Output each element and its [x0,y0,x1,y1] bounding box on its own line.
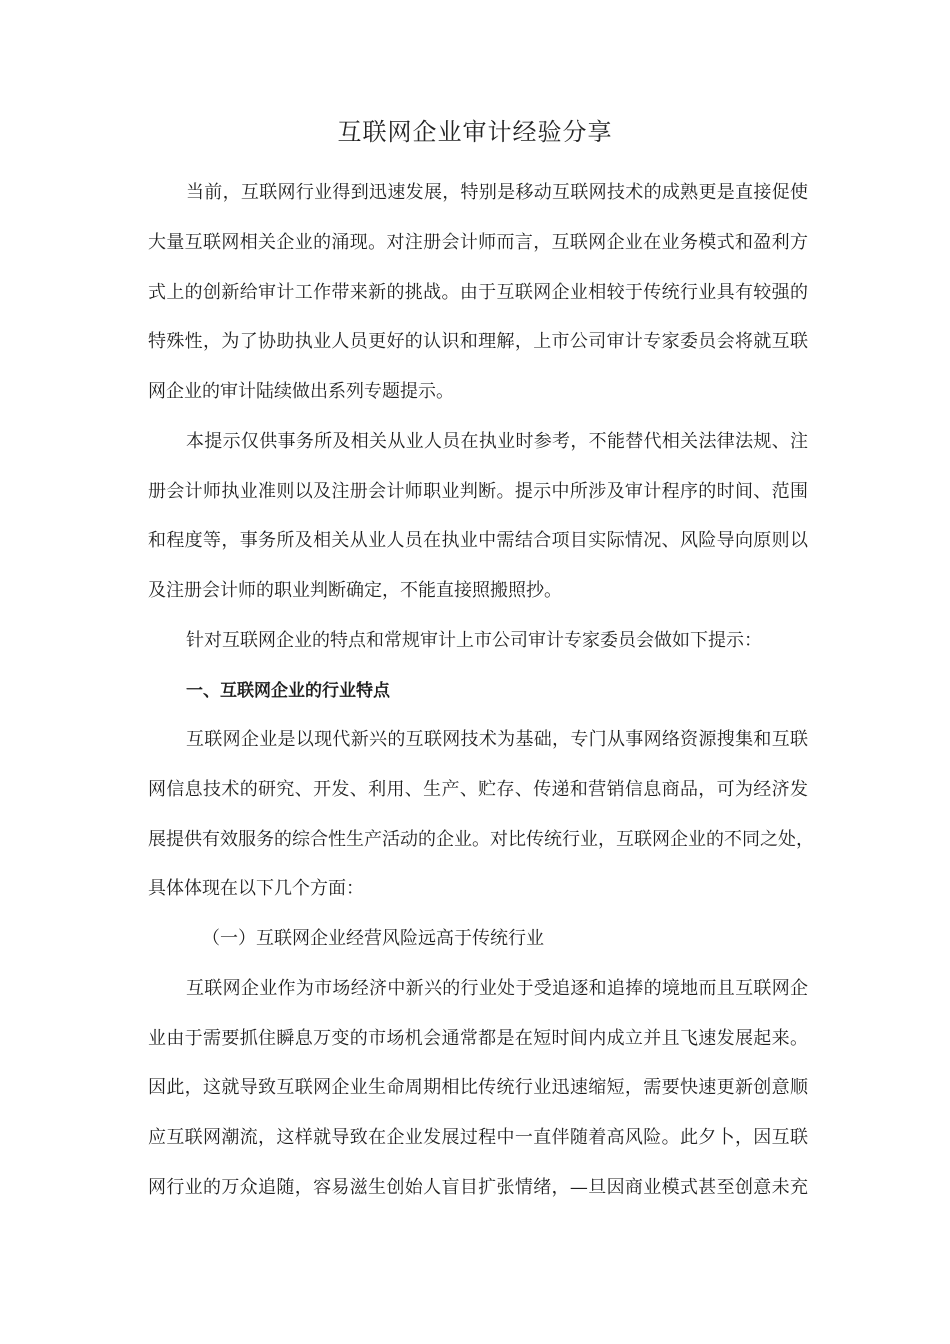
intro-line-3: 式上的创新给审计工作带来新的挑战。由于互联网企业相较于传统行业具有较强的 [148,282,808,303]
section-1-heading: 一、互联网企业的行业特点 [186,681,390,701]
disclaimer-line-2: 册会计师执业准则以及注册会计师职业判断。提示中所涉及审计程序的时间、范围 [148,481,808,502]
document-title: 互联网企业审计经验分享 [337,118,613,146]
subsection-1-line-4: 应互联网潮流，这样就导致在企业发展过程中一直伴随着高风险。此夕卜，因互联 [148,1127,808,1148]
intro-line-5: 网企业的审计陆续做出系列专题提示。 [148,381,454,402]
subsection-1-line-1: 互联网企业作为市场经济中新兴的行业处于受追逐和追捧的境地而且互联网企 [186,978,808,999]
section-1-line-2: 网信息技术的研究、开发、利用、生产、贮存、传递和营销信息商品，可为经济发 [148,779,808,800]
lead-in-text: 针对互联网企业的特点和常规审计上市公司审计专家委员会做如下提示： [186,630,762,651]
disclaimer-line-3: 和程度等，事务所及相关从业人员在执业中需结合项目实际情况、风险导向原则以 [148,530,808,551]
section-1-line-3: 展提供有效服务的综合性生产活动的企业。对比传统行业，互联网企业的不同之处， [148,829,814,850]
subsection-1-line-5: 网行业的万众追随，容易滋生创始人盲目扩张情绪，—旦因商业模式甚至创意未充 [148,1177,808,1198]
section-1-line-4: 具体体现在以下几个方面： [148,878,364,899]
disclaimer-line-4: 及注册会计师的职业判断确定，不能直接照搬照抄。 [148,580,562,601]
section-1-line-1: 互联网企业是以现代新兴的互联网技术为基础，专门从事网络资源搜集和互联 [186,729,808,750]
intro-line-2: 大量互联网相关企业的涌现。对注册会计师而言，互联网企业在业务模式和盈利方 [148,232,808,253]
subsection-1-line-2: 业由于需要抓住瞬息万变的市场机会通常都是在短时间内成立并且飞速发展起来。 [148,1028,808,1049]
intro-line-1: 当前，互联网行业得到迅速发展，特别是移动互联网技术的成熟更是直接促使 [186,182,808,203]
subsection-1-heading: （一）互联网企业经营风险远高于传统行业 [202,928,544,949]
intro-line-4: 特殊性，为了协助执业人员更好的认识和理解，上市公司审计专家委员会将就互联 [148,331,808,352]
subsection-1-line-3: 因此，这就导致互联网企业生命周期相比传统行业迅速缩短，需要快速更新创意顺 [148,1077,808,1098]
disclaimer-line-1: 本提示仅供事务所及相关从业人员在执业时参考，不能替代相关法律法规、注 [186,431,808,452]
